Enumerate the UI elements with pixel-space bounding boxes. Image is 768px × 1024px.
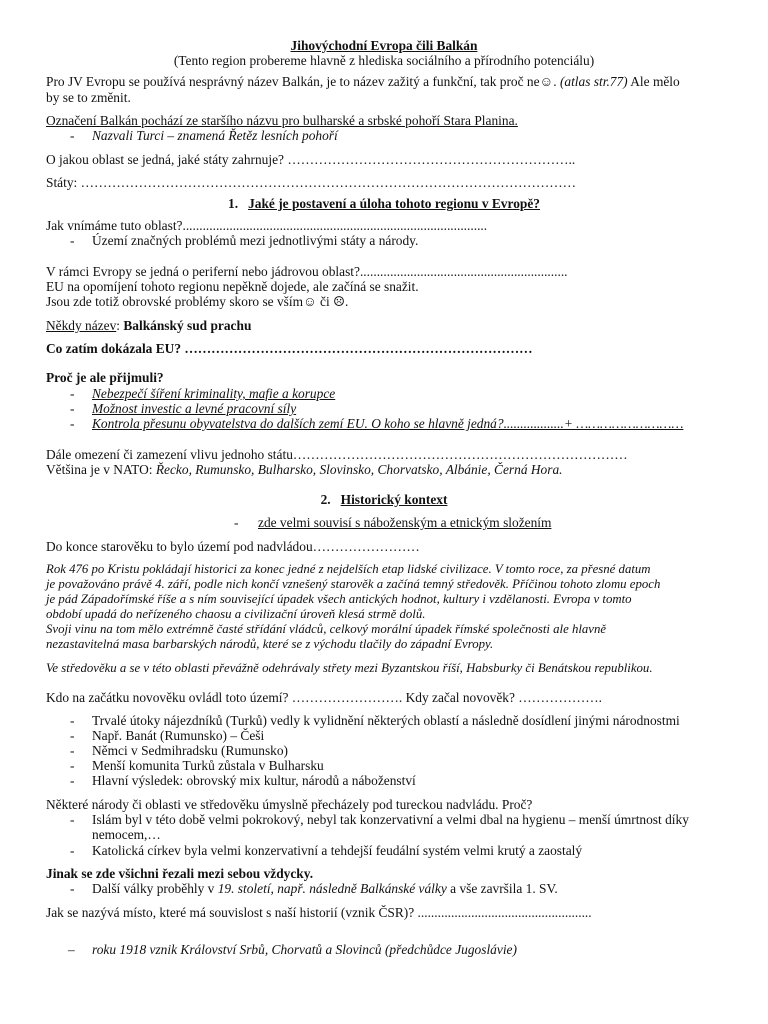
bold-statement: Jinak se zde všichni řezali mezi sebou vždycky. <box>46 866 314 881</box>
limit-line: Dále omezení či zamezení vlivu jednoho státu………………………………………………………………… <box>46 447 628 462</box>
bullet-dash: - <box>70 758 75 773</box>
bullet-dash: - <box>70 743 75 758</box>
why-heading: Proč je ale přijmuli? <box>46 370 164 385</box>
bullet-dash: - <box>70 416 75 431</box>
atlas-reference: (atlas str.77) <box>559 74 628 89</box>
bullet-dash: - <box>70 401 75 416</box>
middle-ages-line: Ve středověku a se v této oblasti převážně odehrávaly střety mezi Byzantskou říší, Habsburky či Benátskou republikou. <box>46 661 653 675</box>
bullet-dash: - <box>70 881 75 896</box>
bullet-dash: - <box>70 728 75 743</box>
origin-line: Označení Balkán pochází ze staršího názvu pro bulharské a srbské pohoří Stara Planina. <box>46 113 518 128</box>
sec2-question-1: Do konce starověku to bylo území pod nadvládou…………………… <box>46 539 420 554</box>
sec2-question-2: Kdo na začátku novověku ovládl toto území? ……………………. Kdy začal novověk? ………………. <box>46 690 602 705</box>
origin-bullet: Nazvali Turci – znamená Řetěz lesních pohoří <box>92 128 338 143</box>
why-item: Nebezpečí šíření kriminality, mafie a korupce <box>92 386 336 401</box>
history-paragraph-line: je pád Západořímské říše a s ním související úpadek všech antických hodnot, kultury i vzdělanosti. Evropa v tomto <box>46 592 632 606</box>
nickname-line: Někdy název: Balkánský sud prachu <box>46 318 252 333</box>
section-1-heading: 1. Jaké je postavení a úloha tohoto regionu v Evropě? <box>228 196 540 211</box>
history-paragraph-line: nezastavitelná masa barbarských národů, které se z východu tlačily do západní Evropy. <box>46 637 494 651</box>
bullet-dash: - <box>70 386 75 401</box>
sec1-question-1: Jak vnímáme tuto oblast?........................................................................................... <box>46 218 488 233</box>
why-item: Kontrola přesunu obyvatelstva do dalších zemí EU. O koho se hlavně jedná?..................+ ……………………… <box>92 416 684 431</box>
eu-question: Co zatím dokázala EU? …………………………………………………………………… <box>46 341 533 356</box>
bullet-dash: - <box>70 812 75 827</box>
history-item: Např. Banát (Rumunsko) – Češi <box>92 728 265 743</box>
bullet-dash: - <box>70 773 75 788</box>
sec1-bullet-1: Území značných problémů mezi jednotlivými státy a národy. <box>92 233 419 248</box>
intro-line-1: Pro JV Evropu se používá nesprávný název Balkán, je to název zažitý a funkční, tak proč ne☺. (atlas str.77) Ale mělo <box>46 74 680 89</box>
history-paragraph-line: období upadá do neřízeného chaosu a civilizační úroveň klesá strmě dolů. <box>46 607 426 621</box>
history-paragraph-line: je považováno právě 4. září, podle nich končí vznešený starověk a začíná temný středověk. Příčinou tohoto zlomu epoch <box>46 577 661 591</box>
islam-line-1: Islám byl v této době velmi pokrokový, nebyl tak konzervativní a velmi dbal na hygienu – menší úmrtnost díky <box>92 812 689 827</box>
why-item: Možnost investic a levné pracovní síly <box>92 401 297 416</box>
nato-line: Většina je v NATO: Řecko, Rumunsko, Bulharsko, Slovinsko, Chorvatsko, Albánie, Černá Hora. <box>46 462 563 477</box>
wars-line: Další války proběhly v 19. století, např. následně Balkánské války a vše završila 1. SV. <box>92 881 558 896</box>
bullet-dash: - <box>70 233 75 248</box>
history-paragraph-line: Rok 476 po Kristu pokládají historici za konec jedné z nejdelších etap lidské civilizace. V tomto roce, za přesné datum <box>46 562 651 576</box>
bullet-dash-long: – <box>68 942 75 957</box>
church-line: Katolická církev byla velmi konzervativní a tehdejší feudální systém velmi krutý a zaostalý <box>92 843 583 858</box>
bullet-dash: - <box>70 713 75 728</box>
history-paragraph-line: Svoji vinu na tom mělo extrémně časté střídání vládců, celkový morální úpadek římské společnosti ale hlavně <box>46 622 607 636</box>
bullet-dash: - <box>70 843 75 858</box>
history-item: Menší komunita Turků zůstala v Bulharsku <box>92 758 324 773</box>
section-2-heading: 2. Historický kontext <box>320 492 448 507</box>
islam-line-2: nemocem,… <box>92 827 161 842</box>
history-item: Hlavní výsledek: obrovský mix kultur, národů a náboženství <box>92 773 416 788</box>
history-item: Němci v Sedmihradsku (Rumunsko) <box>92 743 289 758</box>
page-title: Jihovýchodní Evropa čili Balkán <box>290 38 478 53</box>
final-line: roku 1918 vznik Království Srbů, Chorvatů a Slovinců (předchůdce Jugoslávie) <box>92 942 517 957</box>
sec1-line-3: EU na opomíjení tohoto regionu nepěkně dojede, ale začíná se snažit. <box>46 279 419 294</box>
sec2-subheading: zde velmi souvisí s náboženským a etnickým složením <box>258 515 552 530</box>
intro-line-2: by se to změnit. <box>46 90 131 105</box>
sec2-question-4: Jak se nazývá místo, které má souvislost s naší historií (vznik ČSR)? .................................................... <box>46 905 592 920</box>
sec1-question-2: V rámci Evropy se jedná o periferní nebo jádrovou oblast?.............................................................. <box>46 264 568 279</box>
bullet-dash: - <box>234 515 239 530</box>
sec1-line-4: Jsou zde totiž obrovské problémy skoro se vším☺ či ☹. <box>46 294 349 309</box>
sec2-question-3: Některé národy či oblasti ve středověku úmyslně přecházely pod tureckou nadvládu. Proč? <box>46 797 533 812</box>
bullet-dash: - <box>70 128 75 143</box>
history-item: Trvalé útoky nájezdníků (Turků) vedly k vylidnění některých oblastí a následně dosídlení jinými národnostmi <box>92 713 680 728</box>
question-states: Státy: ………………………………………………………………………………………………… <box>46 175 577 190</box>
question-area: O jakou oblast se jedná, jaké státy zahrnuje? ……………………………………………………….. <box>46 152 576 167</box>
page-subtitle: (Tento region probereme hlavně z hlediska sociálního a přírodního potenciálu) <box>173 53 595 68</box>
